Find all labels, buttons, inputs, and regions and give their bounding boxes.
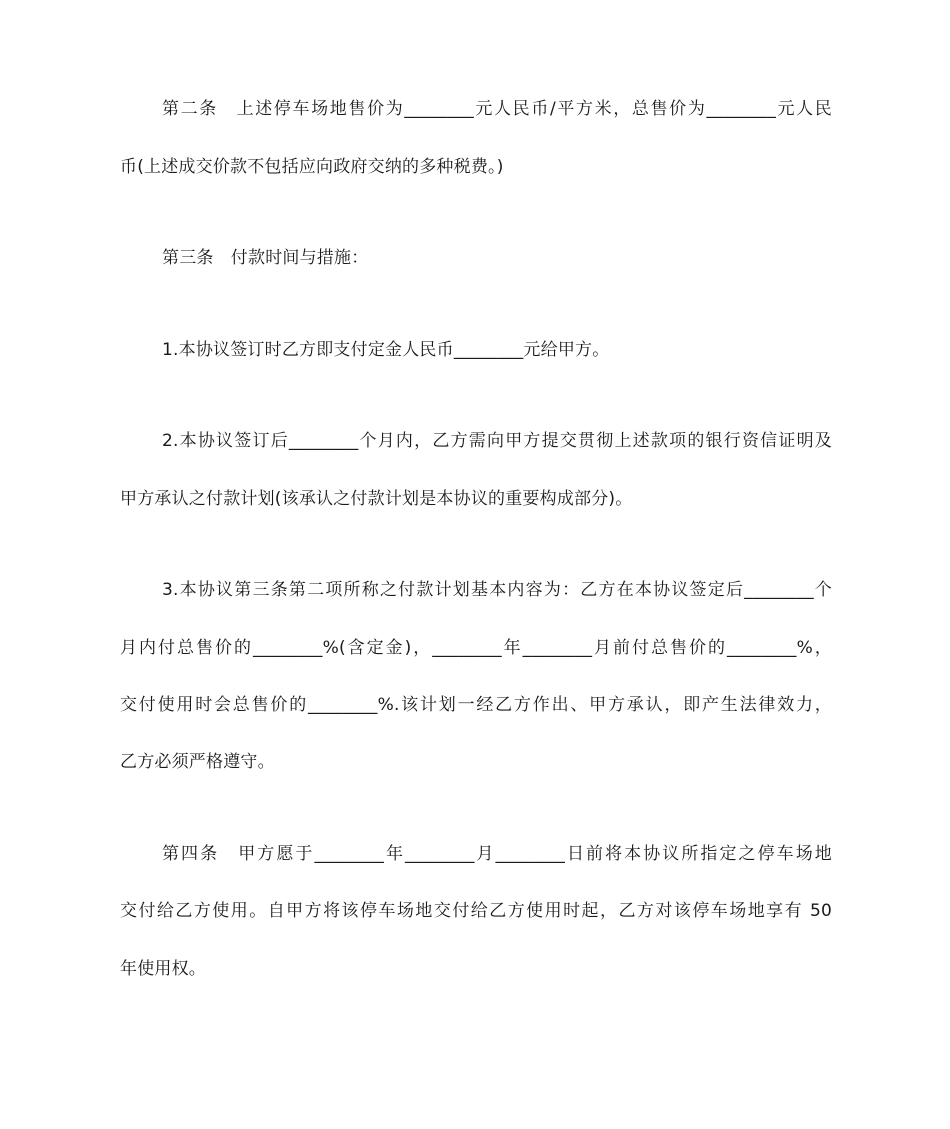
clause-3-3-line-1: 3.本协议第三条第二项所称之付款计划基本内容为：乙方在本协议签定后________个: [162, 580, 832, 600]
clause-3-2-line-1: 2.本协议签订后________个月内，乙方需向甲方提交贯彻上述款项的银行资信证明及: [162, 431, 832, 451]
clause-3-3-line-3: 交付使用时会总售价的________%.该计划一经乙方作出、甲方承认，即产生法律效力，: [120, 695, 832, 715]
clause-3-3-line-4: 乙方必须严格遵守。: [120, 752, 275, 772]
article-4-line-1: 第四条 甲方愿于________年________月________日前将本协议所指定之停车场地: [162, 844, 832, 864]
article-3-heading: 第三条 付款时间与措施：: [162, 248, 369, 268]
clause-3-1: 1.本协议签订时乙方即支付定金人民币________元给甲方。: [162, 340, 610, 360]
clause-3-2-line-2: 甲方承认之付款计划(该承认之付款计划是本协议的重要构成部分)。: [120, 489, 633, 509]
article-4-line-3: 年使用权。: [120, 959, 206, 979]
article-4-line-2: 交付给乙方使用。自甲方将该停车场地交付给乙方使用时起，乙方对该停车场地享有 50: [120, 901, 832, 921]
article-2-line-1: 第二条 上述停车场地售价为________元人民币/平方米，总售价为________元人民: [162, 99, 832, 119]
clause-3-3-line-2: 月内付总售价的________%(含定金)，________年________月前付总售价的________%，: [120, 638, 832, 658]
article-2-line-2: 币(上述成交价款不包括应向政府交纳的多种税费。): [120, 157, 504, 177]
